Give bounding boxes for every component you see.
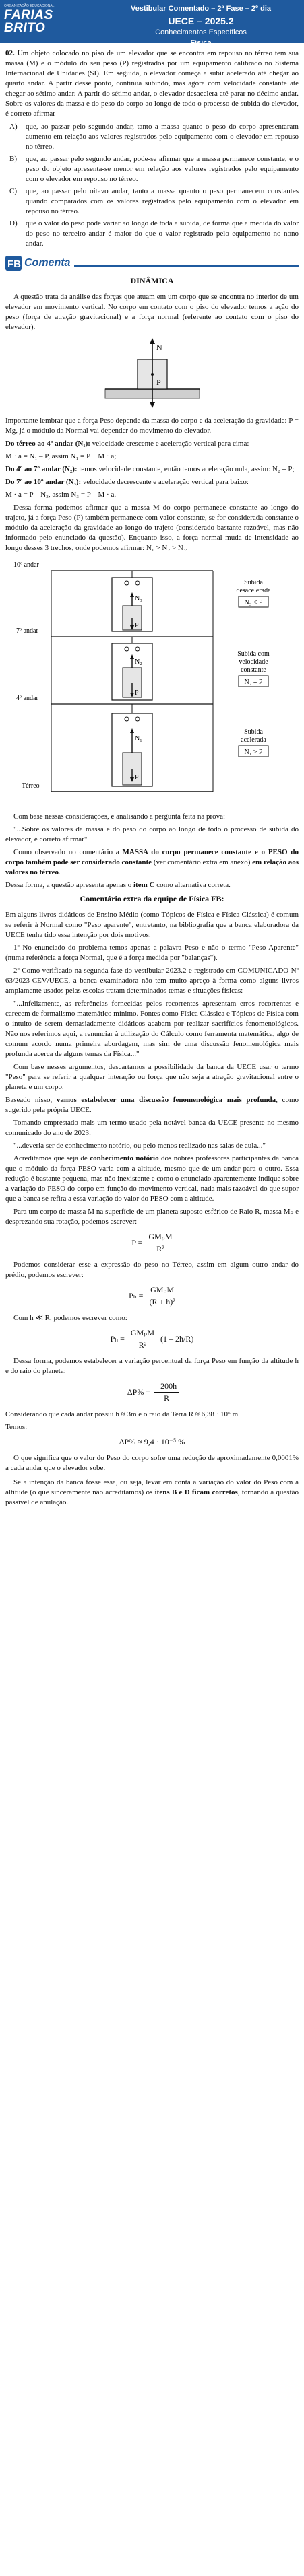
extra-bold: vamos estabelecer uma discussão fenomenológica mais profunda [56,1095,276,1104]
extra-text: dos nobres professores participantes da banca que o módulo da força PESO varia com a altitude, mesmo que de um andar para o outro. Essa redução é bastante pequena, mas não inexistente e como o enunciado aparentemente indique sobre a variação do PESO do corpo em função do movimento vertical, nada mais razoável do que supor que a banca se refira a essa variação do valor do PESO com a altitude. [5,1154,299,1203]
conclusion-text: . [59,868,61,876]
question-number: 02. [5,49,15,57]
n3-label: N₃ [134,594,142,602]
final-text: Se a intenção da banca fosse essa, ou seja, levar em conta a variação do valor do Peso com a altitude (o que sinceramente não acreditamos) os [5,1478,299,1497]
header-titles [103,4,299,49]
answer-text: como alternativa correta. [154,880,231,889]
extra-paragraph: Temos: [5,1423,28,1432]
alternatives-list [5,122,299,249]
resolution-paragraph: Com base nessas considerações, e analisando a pergunta feita na prova: [13,812,226,821]
extra-paragraph: Podemos considerar esse a expressão do peso no Térreo, assim em algum outro andar do prédio, podemos escrever: [5,1260,299,1279]
resolution-title: DINÂMICA [130,275,174,285]
stage3-text: velocidade decrescente e aceleração vertical para baixo: [81,477,249,486]
stage3-equation: M · a = P – N₃, assim N₃ = P – M · a. [5,490,117,499]
box1-title-2: desacelerada [235,586,271,594]
box3-relation: N₁ > P [244,748,262,756]
comenta-divider [74,265,299,267]
extra-text: , como sugerido pela própria UECE. [5,1095,299,1114]
extra-text: Acreditamos que seja de [13,1154,90,1162]
alternative-b [5,154,299,184]
extra-paragraph: Considerando que cada andar possui h ≈ 3m e o raio da Terra R ≈ 6,38 · 10⁶ m [5,1410,239,1419]
formula-numerator: GMₚM [147,1284,177,1296]
stage1-text: velocidade crescente e aceleração vertical para cima: [90,439,249,448]
extra-paragraph: Para um corpo de massa M na superfície de um planeta suposto esférico de Raio R, massa Mₚ e desprezando sua rotação, podemos escrever: [5,1207,299,1226]
alternative-text: que, ao passar pelo segundo andar, tanto a massa quanto o peso do corpo apresentaram aumento em relação aos valores registrados pelo equipamento com o elevador em repouso no térreo. [26,123,299,151]
resolution-paragraph: A questão trata da análise das forças que atuam em um corpo que se encontra no interior de um elevador em movimento vertical. No corpo em contato com o piso do elevador temos a ação do peso (força de atração gravitacional) e a força normal (referente ao contato com o piso do elevador). [5,292,299,331]
formula-percent-variation [5,1381,299,1404]
formula-denominator: R² [156,1243,164,1253]
exam-subtitle: Vestibular Comentado – 2ª Fase – 2º dia [131,5,271,13]
n2-label: N₂ [134,658,142,666]
formula-factor: (1 – 2h/R) [160,1333,194,1344]
page-header [0,0,304,48]
extra-paragraph [5,1095,299,1115]
weight-label: P [156,377,161,387]
elevator-top [112,571,152,631]
floor-4-label: 4º andar [16,694,38,702]
normal-label: N [156,342,162,352]
stage3-description [5,477,299,487]
final-text: , tornando a questão passível de anulação. [5,1488,299,1507]
stage1-description [5,439,299,449]
elevator-building-diagram [11,557,294,806]
logo-name: FARIAS BRITO [4,8,53,36]
question-text: Um objeto colocado no piso de um elevador que se encontra em repouso no térreo tem sua massa (M) e o módulo do seu peso (P) registrados por um equipamento calibrado no Sistema Internacional de Unidades (SI). Em seguida, o elevador começa a subir acelerado até chegar ao quarto andar. A partir desse ponto, continua subindo, mas agora com velocidade constante até chegar ao sétimo andar. A partir do sétimo andar, o elevador desacelera até parar no décimo andar. Sobre os valores da massa e do peso do corpo ao longo de todo o processo de subida do elevador, é correto afirmar [5,49,299,118]
extra-paragraph: Em alguns livros didáticos de Ensino Médio (como Tópicos de Física e Física Clássica) é comum se referir à Normal como "Peso aparente", entretanto, na bibliografia que a banca elaboradora da UECE tenha tido essa intenção por dois motivos: [5,910,299,939]
formula-fraction [146,1231,174,1255]
answer-item: item C [133,880,155,889]
formula-result: ΔP% ≈ 9,4 · 10⁻⁵ % [119,1437,185,1447]
formula-numerator: GMₚM [129,1327,156,1339]
formula-weight-surface [5,1231,299,1255]
alternative-letter: D) [9,219,18,228]
box3-title-1: Subida [243,728,263,736]
quoted-question: "...Sobre os valores da massa e do peso do corpo ao longo de todo o processo de subida do elevador, é correto afirmar" [5,825,299,843]
box2-title-3: constante [240,666,266,674]
answer-text: Dessa forma, a questão apresenta apenas o [5,880,133,889]
p-label-top: P [134,621,139,629]
box1-relation: N₃ < P [244,598,262,606]
formula-numerator: –200h [154,1381,179,1393]
extra-quote: "...Infelizmente, as referências fornecidas pelos recorrentes apresentam erros recorrentes e carecem de formalismo matemático mínimo. Fontes como Física Clássica e Tópicos de Física com o intuito de serem demasiadamente didáticos acabam por realizar sacrifícios fenomenológicos. Não nos referimos aqui, a renunciar à utilização do Cálculo como ferramenta matemática, algo de comum acordo numa primeira abordagem, mas sim de uma discussão fenomenológica mais profunda acerca de alguns temas da Física..." [5,999,299,1058]
final-paragraph [5,1477,299,1508]
formula-lhs: P = [131,1237,143,1247]
final-bold: itens B e D ficam corretos [154,1488,238,1497]
formula-denominator: R [164,1393,170,1403]
alternative-text: que, ao passar pelo oitavo andar, tanto a massa quanto o peso permanecem constantes quando comparados com os valores registrados pelo equipamento com o elevador em repouso no térreo. [26,187,299,215]
p-label-bottom: P [134,773,139,781]
extra-paragraph: Tomando emprestado mais um termo usado pela notável banca da UECE presente no mesmo comunicado do ano de 2023: [5,1118,299,1137]
alternative-text: que, ao passar pelo segundo andar, pode-se afirmar que a massa permanece constante, e o peso do objeto apresenta-se menor em relação aos valores registrados pelo equipamento com o elevador em repouso no térreo. [26,155,299,183]
box2-title-2: velocidade [238,658,268,666]
extra-bold: conhecimento notório [90,1154,159,1162]
alternative-letter: B) [9,155,17,163]
formula-lhs: Pₕ = [129,1290,144,1300]
elevator-middle [112,637,152,700]
ground-label: Térreo [21,781,40,790]
extra-text: Baseado nisso, [5,1095,57,1104]
alternative-c [5,186,299,217]
formula-lhs: ΔP% = [127,1387,151,1397]
elevator-bottom [112,704,152,786]
comenta-banner [5,256,299,271]
alternative-text: que o valor do peso pode variar ao longo de toda a subida, de forma que a medida do valor do peso no terceiro andar é maior do que o valor registrado pelo equipamento no nono andar. [26,219,299,248]
resolution-paragraph: Dessa forma podemos afirmar que a massa M do corpo permanece constante ao longo do trajeto, já a força Peso (P) também permanece com valor constante, se for considerada constante o módulo da aceleração da gravidade ao longo do trajeto (considerado bastante razoável, mas não informado pelo enunciado da questão). Enquanto isso, a força normal muda de intensidade ao longo desses 3 trechos, onde podemos afirmar: N₁ > N₂ > N₃. [5,503,299,552]
extra-paragraph: 1º No enunciado do problema temos apenas a palavra Peso e não o termo "Peso Aparente" (numa referência a força Normal, que é a força medida por "balanças"). [5,943,299,962]
extra-paragraph: Com h ≪ R, podemos escrever como: [13,1313,127,1322]
box2-relation: N₂ = P [244,678,262,686]
stage2-description [5,464,299,475]
exam-section: Conhecimentos Específicos [155,28,247,37]
alternative-d [5,219,299,249]
formula-weight-altitude [5,1284,299,1308]
stage3-head: Do 7º ao 10º andar (N₃): [5,477,82,486]
formula-fraction [129,1327,156,1351]
formula-denominator: R² [138,1339,147,1350]
alternative-a [5,122,299,152]
box-constant [237,650,270,687]
resolution-paragraph: Importante lembrar que a força Peso depende da massa do corpo e da aceleração da gravidade: P = Mg, já o módulo da Normal vai depender do movimento do elevador. [5,416,299,435]
conclusion-bold: em relação aos valores no térreo [5,858,299,876]
formula-denominator: (R + h)² [149,1296,175,1307]
formula-weight-approx [5,1327,299,1351]
conclusion-bold: MASSA do corpo permanece constante e o PESO do corpo também pode ser considerado constante [5,847,299,866]
box1-title-1: Subida [243,578,263,586]
stage1-head: Do térreo ao 4º andar (N₁): [5,439,90,448]
page-content [0,43,304,1508]
conclusion-paragraph [5,847,299,878]
p-label-mid: P [134,689,139,697]
stage2-text: temos velocidade constante, então temos aceleração nula, assim: N₂ = P; [77,464,295,473]
formula-fraction [147,1284,177,1308]
box3-title-2: acelerada [240,736,266,744]
extra-paragraph: Com base nesses argumentos, descartamos a possibilidade da banca da UECE usar o termo "Peso" para se referir a qualquer interação ou força que não seja a atração gravitacional entre o planeta e um corpo. [5,1062,299,1091]
free-body-diagram [98,337,206,411]
answer-paragraph [5,880,299,891]
extra-comment-title: Comentário extra da equipe de Física FB: [80,893,224,903]
box-accelerating [239,728,268,757]
comenta-logo-icon [5,256,22,271]
logo-top-text: ORGANIZAÇÃO EDUCACIONAL [4,4,55,8]
extra-paragraph [5,1154,299,1204]
farias-brito-logo [4,4,78,36]
alternative-letter: A) [9,123,18,131]
box-decelerating [236,579,271,607]
comenta-label: Comenta [24,257,71,269]
exam-title: UECE – 2025.2 [168,15,234,26]
formula-fraction [154,1381,179,1404]
exam-subject: Física [190,39,212,48]
extra-paragraph: O que significa que o valor do Peso do corpo sofre uma redução de aproximadamente 0,0001% a cada andar que o elevador sobe. [5,1454,299,1473]
formula-numerator: GMₚM [146,1231,174,1243]
extra-quote: "...deveria ser de conhecimento notório, ou pelo menos realizado nas salas de aula..." [13,1141,266,1150]
extra-paragraph: 2º Como verificado na segunda fase do vestibular 2023.2 e registrado em COMUNICADO Nº 63/2023-CEV/UECE, a banca examinadora não tem muito apreço à forma como alguns livros amplamente usados pelas escolas tratam determinados temas e situações físicas: [5,966,299,995]
conclusion-text: (ver comentário extra em anexo) [152,858,253,866]
stage1-equation: M · a = N₁ – P, assim N₁ = P + M · a; [5,452,117,460]
n1-label: N₁ [134,734,142,742]
alternative-letter: C) [9,187,17,195]
extra-paragraph: Dessa forma, podemos estabelecer a variação percentual da força Peso em função da altitude h e do raio do planeta: [5,1356,299,1375]
floor-7-label: 7º andar [16,627,38,635]
svg-text:FB: FB [7,258,21,271]
floor-10-label: 10º andar [13,561,39,569]
box2-title-1: Subida com [237,650,270,658]
question-statement [5,48,299,119]
formula-lhs: Pₕ = [110,1333,125,1344]
stage2-head: Do 4º ao 7º andar (N₂): [5,464,78,473]
conclusion-text: Como observado no comentário a [13,847,123,856]
